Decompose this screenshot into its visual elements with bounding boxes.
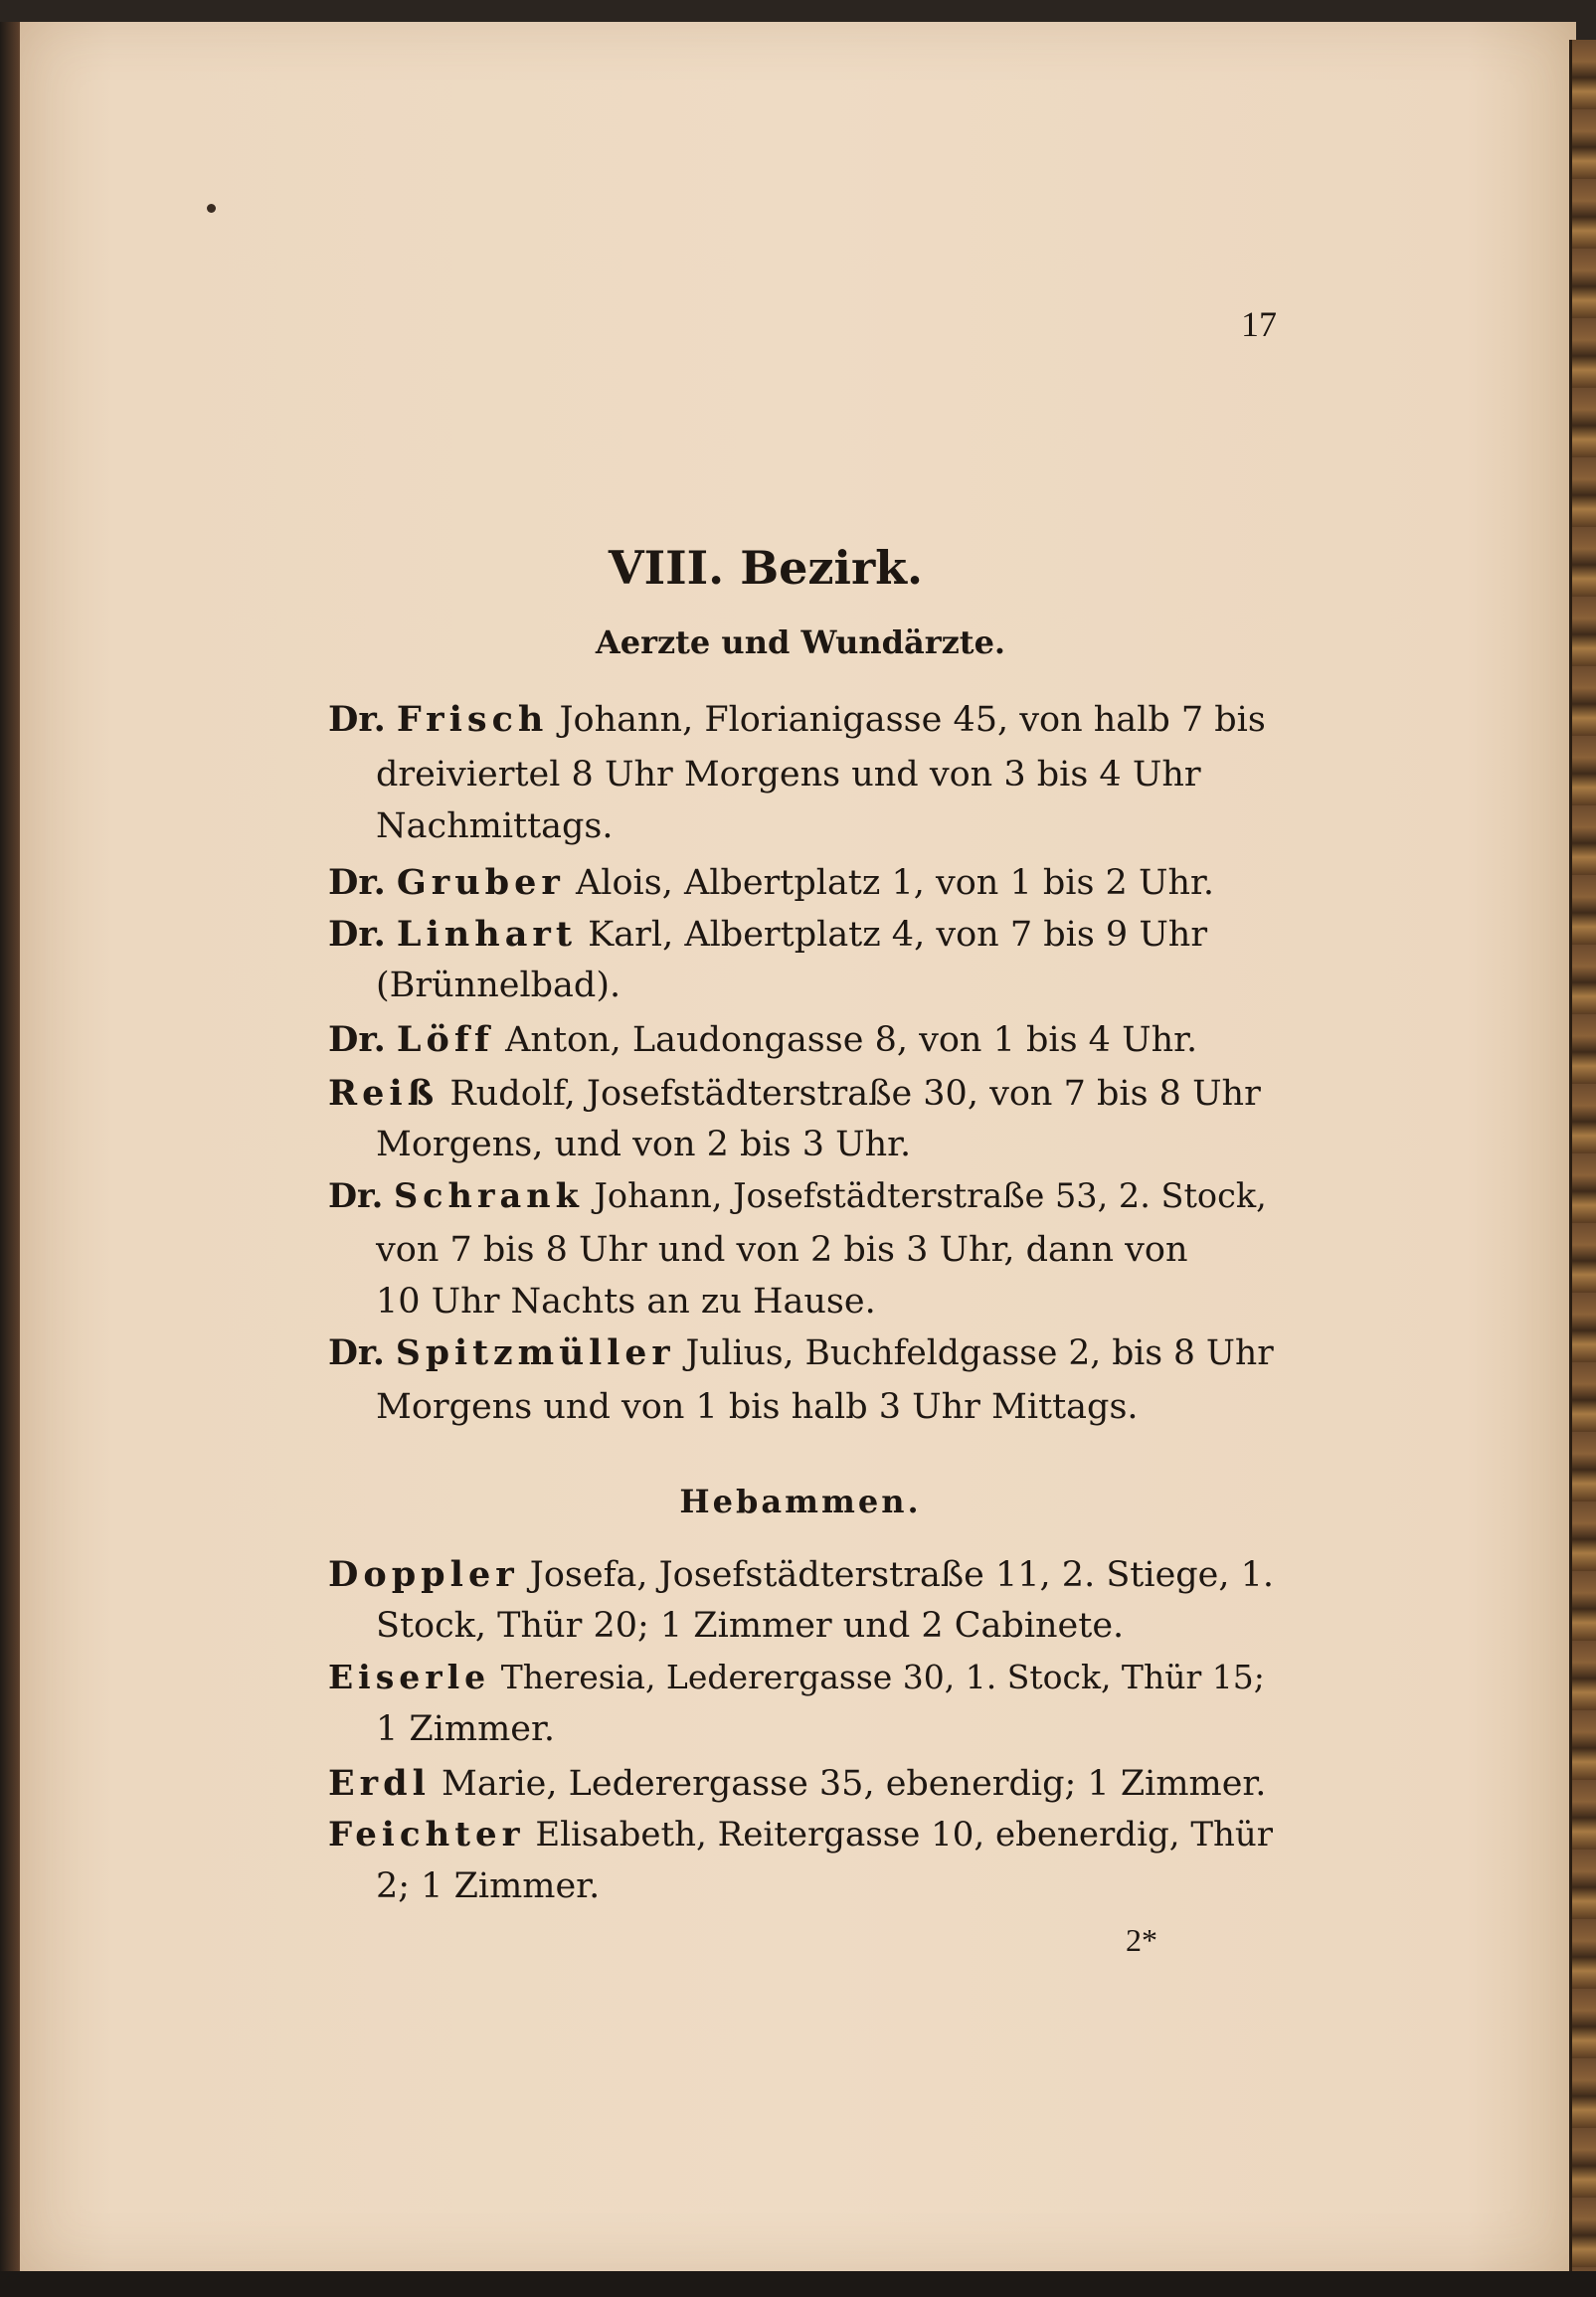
doctor-title: Dr. (328, 1019, 386, 1060)
midwife-surname: Erdl (328, 1763, 431, 1804)
midwife-entry-eiserle-line-1 (328, 1658, 1265, 1696)
doctor-surname: Frisch (396, 699, 549, 740)
doctor-entry-spitzmueller-line-1 (328, 1333, 1274, 1373)
midwife-details: Elisabeth, Reitergasse 10, ebenerdig, Thür (535, 1815, 1274, 1855)
doctor-title: Dr. (328, 1176, 384, 1215)
doctor-entry-frisch-line-2: dreiviertel 8 Uhr Morgens und von 3 bis 4 Uhr (376, 755, 1201, 795)
doctor-title: Dr. (328, 862, 386, 903)
district-title: VIII. Bezirk. (608, 541, 924, 595)
doctor-surname: Gruber (396, 862, 565, 903)
doctor-entry-loeff-line-1 (328, 1019, 1198, 1060)
doctor-entry-frisch-line-1 (328, 699, 1266, 740)
doctor-entry-schrank-line-1 (328, 1176, 1267, 1215)
doctor-entry-frisch-line-3: Nachmittags. (376, 806, 614, 846)
midwife-entry-feichter-line-2: 2; 1 Zimmer. (376, 1866, 601, 1906)
doctor-entry-schrank-line-3: 10 Uhr Nachts an zu Hause. (376, 1282, 876, 1322)
doctor-details: Johann, Josefstädterstraße 53, 2. Stock, (594, 1176, 1267, 1215)
doctor-entry-linhart-line-1 (328, 914, 1208, 955)
ink-speck (207, 204, 216, 213)
midwives-section-heading: Hebammen. (679, 1483, 922, 1520)
doctor-entry-gruber-line-1 (328, 862, 1214, 903)
midwife-entry-erdl-line-1 (328, 1763, 1267, 1804)
doctor-details: Johann, Florianigasse 45, von halb 7 bis (559, 700, 1266, 740)
midwife-details: Theresia, Lederergasse 30, 1. Stock, Thür 15; (500, 1658, 1265, 1696)
doctor-surname: Löff (396, 1019, 494, 1060)
doctor-entry-reiss-line-2: Morgens, und von 2 bis 3 Uhr. (376, 1125, 912, 1164)
doctor-entry-linhart-line-2: (Brünnelbad). (376, 966, 621, 1005)
doctor-entry-schrank-line-2: von 7 bis 8 Uhr und von 2 bis 3 Uhr, dann von (376, 1230, 1188, 1270)
midwife-surname: Doppler (328, 1554, 519, 1595)
doctor-details: Karl, Albertplatz 4, von 7 bis 9 Uhr (588, 915, 1208, 955)
doctor-details: Rudolf, Josefstädterstraße 30, von 7 bis 8 Uhr (449, 1074, 1261, 1114)
midwife-entry-eiserle-line-2: 1 Zimmer. (376, 1709, 556, 1749)
midwife-entry-feichter-line-1 (328, 1815, 1274, 1855)
midwife-details: Josefa, Josefstädterstraße 11, 2. Stiege, 1. (529, 1555, 1275, 1595)
doctor-details: Alois, Albertplatz 1, von 1 bis 2 Uhr. (576, 863, 1214, 903)
doctor-surname: Spitzmüller (395, 1333, 675, 1373)
midwife-entry-doppler-line-2: Stock, Thür 20; 1 Zimmer und 2 Cabinete. (376, 1606, 1125, 1646)
doctor-title: Dr. (328, 699, 386, 740)
doctor-surname: Reiß (328, 1073, 440, 1114)
doctor-details: Julius, Buchfeldgasse 2, bis 8 Uhr (685, 1333, 1274, 1373)
doctor-entry-spitzmueller-line-2: Morgens und von 1 bis halb 3 Uhr Mittags. (376, 1387, 1139, 1427)
doctor-entry-reiss-line-1 (328, 1073, 1261, 1114)
book-binding-right-edge (1569, 40, 1596, 2277)
doctor-title: Dr. (328, 1333, 385, 1373)
printer-signature-mark: 2* (1126, 1922, 1157, 1958)
doctor-title: Dr. (328, 914, 386, 955)
doctors-section-heading: Aerzte und Wundärzte. (595, 623, 1006, 661)
midwife-surname: Eiserle (328, 1658, 491, 1696)
scan-bottom-border (0, 2271, 1596, 2297)
doctor-details: Anton, Laudongasse 8, von 1 bis 4 Uhr. (505, 1020, 1198, 1060)
page-number: 17 (1241, 304, 1277, 344)
doctor-surname: Linhart (396, 914, 577, 955)
midwife-entry-doppler-line-1 (328, 1554, 1275, 1595)
doctor-surname: Schrank (393, 1176, 584, 1215)
midwife-details: Marie, Lederergasse 35, ebenerdig; 1 Zimmer. (442, 1764, 1267, 1804)
midwife-surname: Feichter (328, 1815, 525, 1855)
